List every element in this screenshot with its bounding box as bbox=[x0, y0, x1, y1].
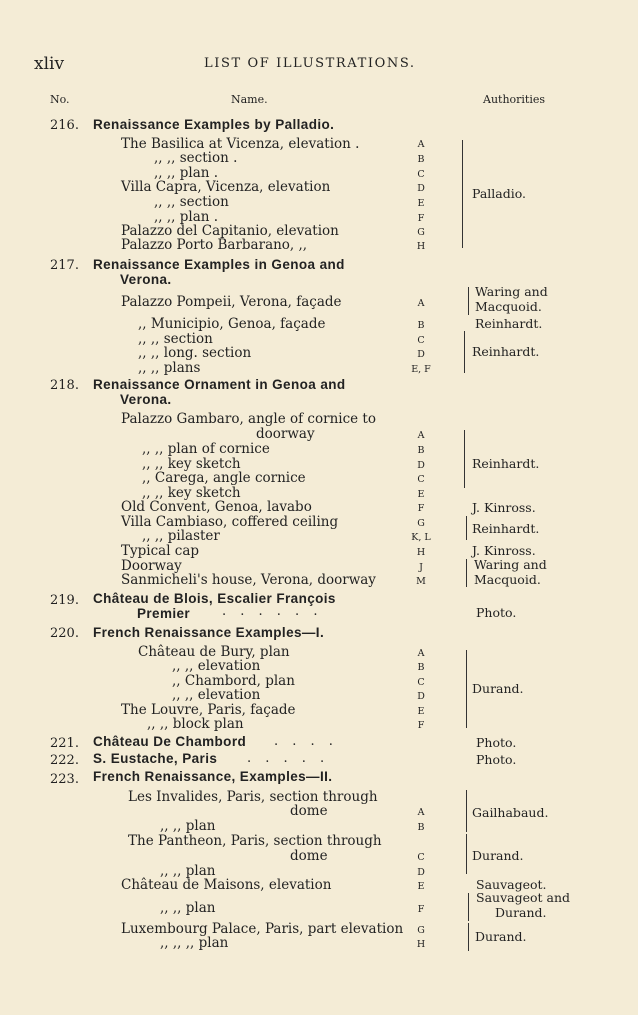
list-item: ,, ,, section bbox=[138, 331, 213, 347]
authority: Palladio. bbox=[472, 186, 527, 201]
entry-number: 217. bbox=[50, 258, 79, 273]
list-item: ,, ,, pilaster bbox=[142, 528, 220, 544]
entry-title: Renaissance Examples in Genoa and bbox=[93, 257, 345, 272]
figure-letter: H bbox=[416, 547, 426, 558]
brace bbox=[462, 140, 467, 248]
list-item: ,, Carega, angle cornice bbox=[142, 470, 306, 486]
brace bbox=[468, 287, 473, 315]
figure-letter: M bbox=[416, 576, 426, 587]
authority: Waring and bbox=[475, 284, 548, 299]
list-item: ,, ,, section bbox=[154, 194, 229, 210]
figure-letter: C bbox=[417, 335, 425, 346]
list-item: Palazzo del Capitanio, elevation bbox=[121, 223, 339, 239]
authority: Macquoid. bbox=[475, 299, 542, 314]
entry-title: S. Eustache, Paris bbox=[93, 751, 218, 766]
entry-title: French Renaissance, Examples—II. bbox=[93, 769, 333, 784]
entry-number: 219. bbox=[50, 593, 79, 608]
brace bbox=[466, 834, 471, 874]
authority: Photo. bbox=[476, 752, 517, 767]
list-item: ,, ,, plan bbox=[160, 818, 216, 834]
list-item: ,, ,, block plan bbox=[147, 716, 244, 732]
authority: Photo. bbox=[476, 735, 517, 750]
page-number: xliv bbox=[34, 54, 65, 74]
figure-letter: D bbox=[417, 867, 425, 878]
entry-title: French Renaissance Examples—I. bbox=[93, 625, 325, 640]
authority: Reinhardt. bbox=[472, 521, 540, 536]
figure-letter: D bbox=[417, 691, 425, 702]
entry-title: Château de Blois, Escalier François bbox=[93, 591, 336, 606]
authority: Sauvageot. bbox=[476, 877, 547, 892]
figure-letter: F bbox=[417, 904, 425, 915]
entry-title-continued: Premier bbox=[137, 606, 191, 621]
list-item: ,, ,, ,, plan bbox=[160, 935, 229, 951]
figure-letter: B bbox=[417, 822, 425, 833]
brace bbox=[466, 559, 471, 587]
figure-letter: A bbox=[417, 807, 425, 818]
entry-number: 216. bbox=[50, 118, 79, 133]
list-item: Les Invalides, Paris, section through bbox=[128, 789, 378, 805]
authority: Reinhardt. bbox=[472, 344, 540, 359]
list-item: Palazzo Pompeii, Verona, façade bbox=[121, 294, 342, 310]
brace bbox=[468, 923, 473, 951]
leader-dots: . . . . . . bbox=[222, 604, 323, 619]
authority: Macquoid. bbox=[474, 572, 541, 587]
running-title: LIST OF ILLUSTRATIONS. bbox=[204, 56, 416, 71]
entry-number: 222. bbox=[50, 753, 79, 768]
figure-letter: E bbox=[417, 198, 425, 209]
figure-letter: K, L bbox=[411, 532, 431, 543]
list-item: Palazzo Gambaro, angle of cornice to bbox=[121, 411, 376, 427]
authority: Durand. bbox=[475, 929, 527, 944]
list-item: Palazzo Porto Barbarano, ,, bbox=[121, 237, 308, 253]
list-item: The Louvre, Paris, façade bbox=[121, 702, 296, 718]
list-item: dome bbox=[290, 848, 328, 864]
authority: Reinhardt. bbox=[475, 316, 543, 331]
figure-letter: F bbox=[417, 213, 425, 224]
entry-title-continued: Verona. bbox=[120, 392, 172, 407]
authority: Durand. bbox=[472, 681, 524, 696]
list-item: ,, ,, elevation bbox=[172, 658, 261, 674]
figure-letter: C bbox=[417, 169, 425, 180]
list-item: ,, ,, long. section bbox=[138, 345, 252, 361]
figure-letter: E bbox=[417, 881, 425, 892]
authority: J. Kinross. bbox=[472, 543, 536, 558]
list-item: The Pantheon, Paris, section through bbox=[128, 833, 382, 849]
figure-letter: G bbox=[417, 518, 425, 529]
entry-title: Renaissance Ornament in Genoa and bbox=[93, 377, 346, 392]
figure-letter: E bbox=[417, 706, 425, 717]
figure-letter: C bbox=[417, 474, 425, 485]
entry-title: Renaissance Examples by Palladio. bbox=[93, 117, 335, 132]
column-heading-authorities: Authorities bbox=[483, 93, 546, 106]
leader-dots: . . . . . bbox=[247, 751, 330, 766]
authority: Waring and bbox=[474, 557, 547, 572]
authority: Gailhabaud. bbox=[472, 805, 549, 820]
figure-letter: H bbox=[416, 939, 426, 950]
brace bbox=[464, 331, 469, 373]
entry-number: 223. bbox=[50, 772, 79, 787]
list-item: Doorway bbox=[121, 558, 182, 574]
list-item: ,, ,, plans bbox=[138, 360, 201, 376]
figure-letter: A bbox=[417, 298, 425, 309]
authority: Photo. bbox=[476, 605, 517, 620]
list-item: ,, Chambord, plan bbox=[172, 673, 295, 689]
list-item: ,, ,, plan . bbox=[154, 209, 219, 225]
list-item: Château de Bury, plan bbox=[138, 644, 290, 660]
list-item: Villa Cambiaso, coffered ceiling bbox=[121, 514, 339, 530]
figure-letter: C bbox=[417, 852, 425, 863]
list-item: Villa Capra, Vicenza, elevation bbox=[121, 179, 331, 195]
list-item: Luxembourg Palace, Paris, part elevation bbox=[121, 921, 404, 937]
entry-number: 221. bbox=[50, 736, 79, 751]
figure-letter: A bbox=[417, 139, 425, 150]
authority: Reinhardt. bbox=[472, 456, 540, 471]
figure-letter: F bbox=[417, 720, 425, 731]
figure-letter: A bbox=[417, 648, 425, 659]
authority: J. Kinross. bbox=[472, 500, 536, 515]
list-item: ,, ,, plan bbox=[160, 863, 216, 879]
brace bbox=[464, 430, 469, 488]
entry-number: 220. bbox=[50, 626, 79, 641]
figure-letter: E bbox=[417, 489, 425, 500]
figure-letter: H bbox=[416, 241, 426, 252]
list-item: doorway bbox=[256, 426, 315, 442]
figure-letter: D bbox=[417, 349, 425, 360]
entry-number: 218. bbox=[50, 378, 79, 393]
list-item: ,, ,, key sketch bbox=[142, 456, 241, 472]
figure-letter: B bbox=[417, 320, 425, 331]
figure-letter: J bbox=[419, 562, 423, 573]
list-item: Sanmicheli's house, Verona, doorway bbox=[121, 572, 376, 588]
list-item: ,, ,, section . bbox=[154, 150, 238, 166]
authority: Durand. bbox=[495, 905, 547, 920]
list-item: ,, ,, elevation bbox=[172, 687, 261, 703]
column-heading-no: No. bbox=[50, 93, 70, 106]
list-item: The Basilica at Vicenza, elevation . bbox=[121, 136, 360, 152]
figure-letter: G bbox=[417, 925, 425, 936]
figure-letter: B bbox=[417, 445, 425, 456]
figure-letter: G bbox=[417, 227, 425, 238]
list-item: Old Convent, Genoa, lavabo bbox=[121, 499, 312, 515]
list-item: ,, ,, plan bbox=[160, 900, 216, 916]
brace bbox=[466, 650, 471, 728]
list-item: ,, ,, key sketch bbox=[142, 485, 241, 501]
figure-letter: E, F bbox=[411, 364, 431, 375]
column-heading-name: Name. bbox=[231, 93, 268, 106]
authority: Sauvageot and bbox=[476, 890, 571, 905]
list-item: Château de Maisons, elevation bbox=[121, 877, 332, 893]
figure-letter: B bbox=[417, 662, 425, 673]
list-item: ,, ,, plan of cornice bbox=[142, 441, 270, 457]
authority: Durand. bbox=[472, 848, 524, 863]
leader-dots: . . . . bbox=[274, 734, 338, 749]
figure-letter: F bbox=[417, 503, 425, 514]
figure-letter: D bbox=[417, 183, 425, 194]
figure-letter: A bbox=[417, 430, 425, 441]
entry-title: Château De Chambord bbox=[93, 734, 247, 749]
brace bbox=[466, 516, 471, 540]
figure-letter: B bbox=[417, 154, 425, 165]
entry-title-continued: Verona. bbox=[120, 272, 172, 287]
list-item: dome bbox=[290, 803, 328, 819]
brace bbox=[468, 893, 473, 921]
list-item: Typical cap bbox=[121, 543, 200, 559]
figure-letter: D bbox=[417, 460, 425, 471]
list-item: ,, Municipio, Genoa, façade bbox=[138, 316, 326, 332]
figure-letter: C bbox=[417, 677, 425, 688]
list-item: ,, ,, plan . bbox=[154, 165, 219, 181]
brace bbox=[466, 790, 471, 832]
